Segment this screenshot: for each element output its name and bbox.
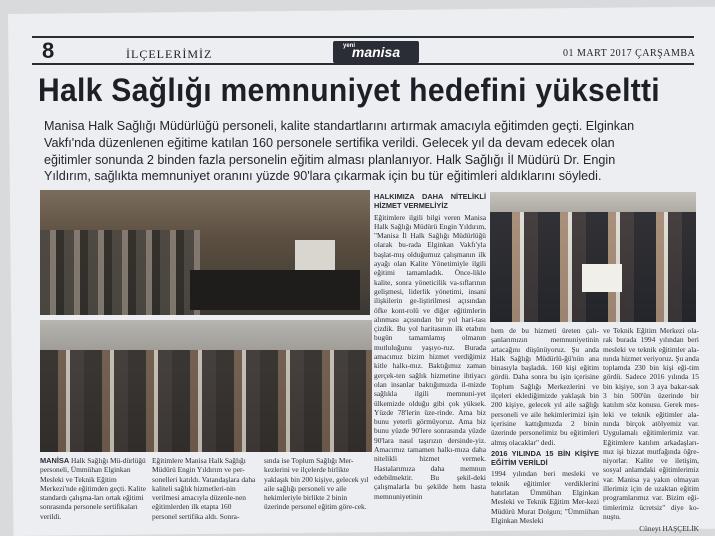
photo-certificate [582, 264, 622, 292]
header-rule-top [32, 36, 694, 38]
column-heading: HALKIMIZA DAHA NİTELİKLİ HİZMET VERMELİYİZ [374, 192, 486, 211]
photo-certificate-ceremony [490, 192, 696, 322]
article-column-3 [603, 326, 699, 534]
logo-small-text: yeni [343, 43, 356, 49]
column-text: 1994 yılından beri mesleki ve teknik eğitimler verdiklerini hatırlatan Ümmühan Elginkan Mesleki ve Teknik Eğitim Mer-kezi Müdürü Murat Dolgun; "Ümmühan Elginkan Mesleki [491, 469, 599, 525]
byline: Cüneyt HAŞÇELİK [639, 524, 699, 534]
photo-group [40, 320, 372, 452]
photo-training-hall [40, 190, 370, 315]
photo-table [190, 270, 360, 310]
lead-line: Vakfı'nda düzenlenen eğitime katılan 160 personele sertifika verildi. Gelecek yıl da devam edecek olan [44, 135, 615, 150]
page-number: 8 [42, 38, 55, 63]
caption-bold: MANİSA [40, 456, 70, 465]
issue-date: 01 MART 2017 ÇARŞAMBA [563, 48, 696, 59]
headline: Halk Sağlığı memnuniyet hedefini yükseltti [38, 72, 660, 108]
photo-laptop [295, 240, 335, 270]
column-text: ve Teknik Eğitim Merkezi ola-rak burada 1994 yılından beri mesleki ve teknik eğitimler ala-nında hizmet veriyoruz. Şu anda toplamda 230 bin kişi eği-tim gördü. Sadece 2016 yılında 15 bin kişiye, son 3 aya bakar-sak 3 bin 500'ün üzerinde bir katılım söz konusu. Gerek mes-leki ve teknik eğitimler ala-nında birçok atölyemiz var. Uygulamalı eğitimlerimiz var. Eğitimlere katılım arkadaşları-mız işi bizzat mutfağında öğre-niyorlar. Kalite ve iletişim, sosyal anlamdaki eğitimlerimiz var. Manisa ya yakın olmayan illerimiz için de uzaktan eğitim programlarımız var. Bizim eği-timlerimiz ücretsiz" diye ko-nuştu. [603, 326, 699, 521]
photo-caption-2: Eğitimlere Manisa Halk Sağlığı Müdürü Engin Yıldırım ve per-sonelleri katıldı. Vatandaşlara daha kaliteli sağlık hizmetleri-nin verilmesi amacıyla düzenle-nen eğitimlerden ilk etapta 160 personel sertifika aldı. Sonra- [152, 456, 256, 521]
section-title: İLÇELERİMİZ [126, 47, 213, 61]
article-column-1 [374, 190, 486, 501]
lead-line: Yıldırım, sağlıkta memnuniyet oranını yüzde 90'lara çıkarmak için bu tür eğitimleri aldıklarını söyledi. [44, 169, 602, 184]
article-column-2 [491, 326, 599, 525]
column-text: Eğitimlere ilgili bilgi veren Manisa Halk Sağlığı Müdürü Engin Yıldırım, "Manisa İl Halk Sağlığı Müdürlüğü olarak bu-rada Elginkan Vakfı'yla başlat-mış olduğumuz çalışmanın ilk ayağı olan Kalite Yönetimiyle ilgili eğitimi tamamladık. Önce-likle kalite, sonra yöneticilik va-sıflarının gelişmesi, liderlik yönetimi, insani ilişkilerin ge-liştirilmesi açısından öfke kont-rolü ve diğer eğitimlerin alınması açısından bir yol hari-tası çizdik. Bu yol haritasının ilk etabını bugün tamamlamış olmanın mutluluğunu yaşıyo-ruz. Burada amacımız bizim hizmet verdiğimiz kitle halkı-mız. Baktığımız zaman gerçek-ten sağlık hizmetine ihtiyacı olan insanlar baktığımızda il-mizde sağlıkla ilgili memnuni-yet ülkemizde olduğu gibi çok yüksek. Yüzde 78'lerin üze-rinde. Ama biz bunu yeterli görmüyoruz. Ama biz bunu yüzde 90'lere sonrasında yüzde 90'lara nasıl taşırızın dersinde-yiz. Amacımız tamamen halkı-mıza daha nitelikli hizmet vermek. Hastalarımıza daha memnun edebilmektir. Bu şekil-deki çalışmalarla bu şekilde hem hasta memnuniyetinin [374, 212, 486, 501]
photo-audience [40, 230, 200, 315]
column-heading: 2016 YILINDA 15 BİN KİŞİYE EĞİTİM VERİLDİ [491, 448, 599, 468]
header-rule-bottom [32, 63, 694, 65]
lead-line: Manisa Halk Sağlığı Müdürlüğü personeli, kalite standartlarını artırmak amacıyla eğitimden geçti. Elginkan [44, 119, 635, 133]
photo-caption-1 [40, 456, 146, 521]
newspaper-logo [333, 41, 419, 63]
lead-line: eğitimler sonunda 2 binden fazla personelin eğitim alması planlanıyor. Halk Sağlığı İl Müdürü Dr. Engin [44, 152, 616, 167]
photo-caption-3: sında ise Toplum Sağlığı Mer-kezlerini ve ilçelerde birlikte yaklaşık bin 200 kişiye, gelecek yıl aile sağlığı personeli ve aile hekimleriyle birlikte 2 binin üzerinde personel eğitim göre-cek. [264, 456, 369, 512]
photo-people [40, 350, 372, 452]
lead-paragraph [44, 118, 689, 185]
logo-text: manisa [351, 44, 401, 60]
caption-text: Halk Sağlığı Mü-dürlüğü personeli, Ümmühan Elginkan Mesleki ve Teknik Eğitim Merkezi'nde eğitimden geçti. Kalite standardı çalışma-ları ortak eğitimi sonrasında personele sertifikaları verildi. [40, 456, 146, 521]
column-text: hem de bu hizmeti üreten çalı-şanlarımızın memnuniyetinin artacağını düşünüyoruz. Şu anda Halk Sağlığı Müdürlü-ğü'nün ana binasıyla başladık. 160 kişi eğitim gördü. Daha sonra bu işin içerisine Toplum Sağlığı Merkezlerini ve ilçeleri eklediğimizde yaklaşık bin 200 kişiye, gelecek yıl aile sağlığı personeli ve aile hekimlerimizi işin içerisine kattığımızda 2 binin üzerinde personelimiz bu eğitimleri almış olacaklar" dedi. [491, 326, 599, 447]
